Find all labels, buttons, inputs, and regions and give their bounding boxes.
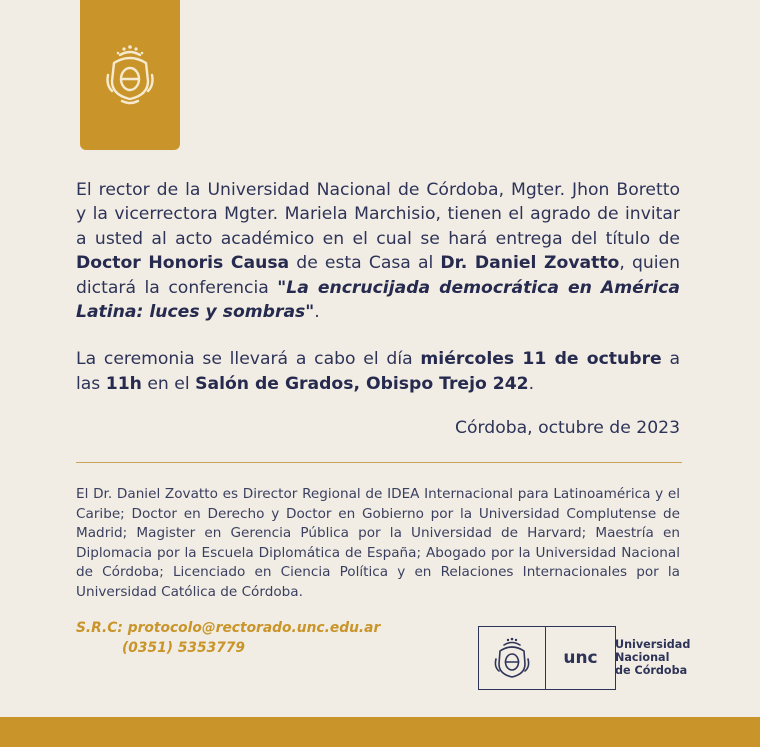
event-time: 11h	[105, 373, 142, 394]
place-date-line: Córdoba, octubre de 2023	[455, 418, 680, 438]
unc-logo	[478, 626, 691, 690]
unc-crest-icon	[492, 635, 532, 681]
logo-name-line: de Córdoba	[615, 664, 688, 677]
rsvp-label: S.R.C:	[76, 620, 128, 636]
crest-badge	[80, 0, 180, 150]
invitation-paragraph-1	[76, 178, 680, 324]
text-segment: .	[528, 373, 535, 394]
divider	[76, 462, 682, 463]
logo-acronym: unc	[563, 648, 598, 668]
honoree-bio: El Dr. Daniel Zovatto es Director Regional de IDEA Internacional para Latinoamérica y el Caribe; Doctor en Derecho y Doctor en Gobierno por la Universidad Complutense de Madrid; Magister en Gerencia Pública por la Universidad de Harvard; Maestría en Diplomacia por la Escuela Diplomática de España; Abogado por la Universidad Nacional de Córdoba; Licenciado en Ciencia Política y en Relaciones Internacionales por la Universidad Católica de Córdoba.	[76, 486, 680, 600]
text-segment: , quien dictará la conferencia	[76, 253, 681, 298]
footer-bar	[0, 717, 760, 747]
degree-title: Doctor Honoris Causa	[76, 253, 290, 274]
rsvp-contact	[76, 618, 380, 658]
text-segment: La ceremonia se llevará a cabo el día	[76, 349, 421, 370]
invitation-text	[76, 178, 680, 396]
text-segment: .	[314, 302, 320, 323]
logo-university-name	[615, 638, 690, 677]
event-date: miércoles 11 de octubre	[420, 349, 662, 370]
text-segment: en el	[141, 373, 196, 394]
event-place: Salón de Grados, Obispo Trejo 242	[195, 373, 529, 394]
text-segment: El rector de la Universidad Nacional de Córdoba, Mgter. Jhon Boretto y la vicerrectora Mgter. Mariela Marchisio, tienen el agrado de invitar a usted al acto académico en el cual se hará entrega del título de	[76, 180, 680, 249]
text-segment: de esta Casa al	[289, 253, 441, 274]
logo-box	[478, 626, 616, 690]
logo-name-line: Universidad	[615, 638, 691, 651]
rsvp-phone[interactable]: (0351) 5353779	[122, 640, 246, 656]
invitation-paragraph-2	[76, 347, 680, 396]
honoree-name: Dr. Daniel Zovatto	[440, 253, 620, 274]
lecture-title: "La encrucijada democrática en América Latina: luces y sombras"	[76, 277, 680, 323]
logo-crest	[479, 627, 546, 689]
rsvp-email[interactable]: protocolo@rectorado.unc.edu.ar	[127, 620, 381, 636]
text-segment: a las	[76, 349, 680, 394]
university-crest-icon	[102, 41, 158, 107]
logo-name-line: Nacional	[615, 651, 670, 664]
